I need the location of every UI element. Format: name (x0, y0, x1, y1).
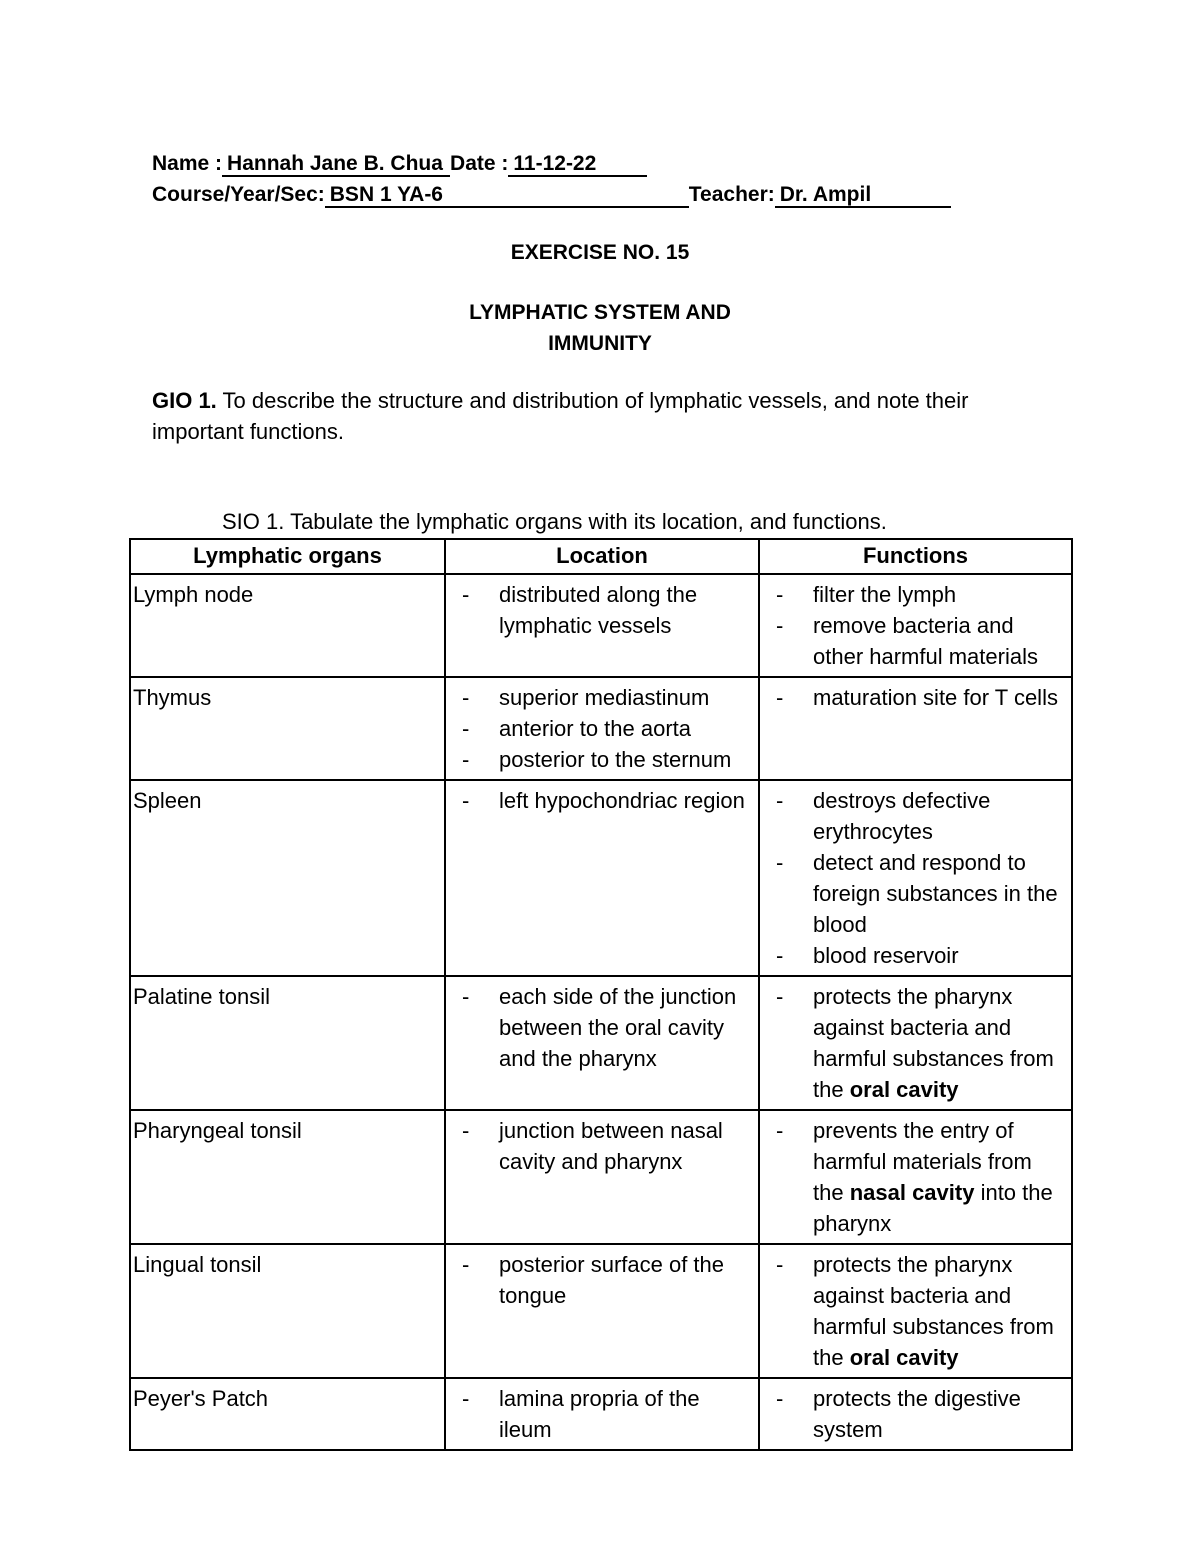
header-row-name-date (152, 152, 647, 177)
header-functions: Functions (759, 539, 1072, 574)
organ-cell: Thymus (130, 677, 445, 780)
location-item: - left hypochondriac region (456, 785, 748, 816)
course-value: BSN 1 YA-6 (325, 184, 689, 208)
function-item (770, 785, 1061, 847)
location-list (456, 682, 748, 775)
location-cell (445, 677, 759, 780)
functions-list (770, 1249, 1061, 1373)
location-item: - superior mediastinum (456, 682, 748, 713)
teacher-value: Dr. Ampil (775, 184, 951, 208)
functions-cell (759, 677, 1072, 780)
function-text-after: into the pharynx (813, 1180, 1053, 1236)
location-item: - anterior to the aorta (456, 713, 748, 744)
location-item: - posterior surface of the tongue (456, 1249, 748, 1311)
functions-cell (759, 976, 1072, 1110)
location-cell (445, 1378, 759, 1450)
function-item (770, 682, 1061, 713)
location-list (456, 1115, 748, 1177)
function-text: prevents the entry of harmful materials from the (813, 1118, 1032, 1205)
date-label: Date : (450, 152, 509, 175)
functions-cell (759, 780, 1072, 976)
function-item (770, 1383, 1061, 1445)
location-item: - posterior to the sternum (456, 744, 748, 775)
function-text: filter the lymph (813, 582, 957, 607)
function-item (770, 1249, 1061, 1373)
function-emphasis: nasal cavity (849, 1180, 975, 1205)
location-cell (445, 780, 759, 976)
lymphatic-organs-table (129, 538, 1073, 1451)
function-item (770, 940, 1061, 971)
functions-cell (759, 1110, 1072, 1244)
table-body (130, 574, 1072, 1450)
table-row (130, 780, 1072, 976)
function-text: protects the pharynx against bacteria and harmful substances from the (813, 1252, 1054, 1370)
function-item (770, 981, 1061, 1105)
table-row (130, 1110, 1072, 1244)
location-list (456, 785, 748, 816)
functions-list (770, 579, 1061, 672)
table-row (130, 574, 1072, 677)
header-row-course-teacher (152, 183, 951, 208)
functions-list (770, 1115, 1061, 1239)
functions-list (770, 682, 1061, 713)
function-text: maturation site for T cells (813, 685, 1058, 710)
function-text: destroys defective erythrocytes (813, 788, 991, 844)
location-cell (445, 1244, 759, 1378)
location-list (456, 981, 748, 1074)
gio-text: To describe the structure and distribution of lymphatic vessels, and note their important functions. (152, 388, 969, 444)
location-item: - junction between nasal cavity and pharynx (456, 1115, 748, 1177)
function-item (770, 579, 1061, 610)
name-label: Name : (152, 152, 223, 175)
function-text: blood reservoir (813, 943, 959, 968)
function-emphasis: oral cavity (849, 1077, 959, 1102)
function-text: detect and respond to foreign substances in the blood (813, 850, 1058, 937)
functions-list (770, 785, 1061, 971)
table-header-row (130, 539, 1072, 574)
location-item: - distributed along the lymphatic vessels (456, 579, 748, 641)
table-row (130, 1378, 1072, 1450)
header-location: Location (445, 539, 759, 574)
teacher-label: Teacher: (688, 183, 775, 206)
organ-cell: Peyer's Patch (130, 1378, 445, 1450)
functions-list (770, 981, 1061, 1105)
functions-cell (759, 574, 1072, 677)
function-item (770, 847, 1061, 940)
organ-cell: Pharyngeal tonsil (130, 1110, 445, 1244)
exercise-title: EXERCISE NO. 15 (510, 241, 690, 264)
function-item (770, 1115, 1061, 1239)
topic-line-2: IMMUNITY (548, 332, 652, 355)
date-value: 11-12-22 (508, 153, 647, 177)
course-label: Course/Year/Sec: (152, 183, 325, 206)
location-item: - lamina propria of the ileum (456, 1383, 748, 1445)
function-text: remove bacteria and other harmful materials (813, 613, 1038, 669)
gio-paragraph (152, 385, 1052, 447)
location-list (456, 1383, 748, 1445)
function-text: protects the pharynx against bacteria and harmful substances from the (813, 984, 1054, 1102)
header-organs: Lymphatic organs (130, 539, 445, 574)
organ-cell: Lingual tonsil (130, 1244, 445, 1378)
table-row (130, 677, 1072, 780)
table-row (130, 976, 1072, 1110)
function-emphasis: oral cavity (849, 1345, 959, 1370)
location-list (456, 579, 748, 641)
location-item: - each side of the junction between the oral cavity and the pharynx (456, 981, 748, 1074)
sio-instruction: SIO 1. Tabulate the lymphatic organs with its location, and functions. (222, 509, 887, 534)
gio-label: GIO 1. (152, 388, 217, 413)
organ-cell: Spleen (130, 780, 445, 976)
location-cell (445, 976, 759, 1110)
functions-list (770, 1383, 1061, 1445)
topic-title (0, 297, 1200, 359)
organ-cell: Palatine tonsil (130, 976, 445, 1110)
location-list (456, 1249, 748, 1311)
organ-cell: Lymph node (130, 574, 445, 677)
topic-line-1: LYMPHATIC SYSTEM AND (469, 301, 731, 324)
function-text: protects the digestive system (813, 1386, 1021, 1442)
location-cell (445, 574, 759, 677)
table-row (130, 1244, 1072, 1378)
functions-cell (759, 1244, 1072, 1378)
name-value: Hannah Jane B. Chua (222, 153, 450, 177)
location-cell (445, 1110, 759, 1244)
function-item (770, 610, 1061, 672)
functions-cell (759, 1378, 1072, 1450)
